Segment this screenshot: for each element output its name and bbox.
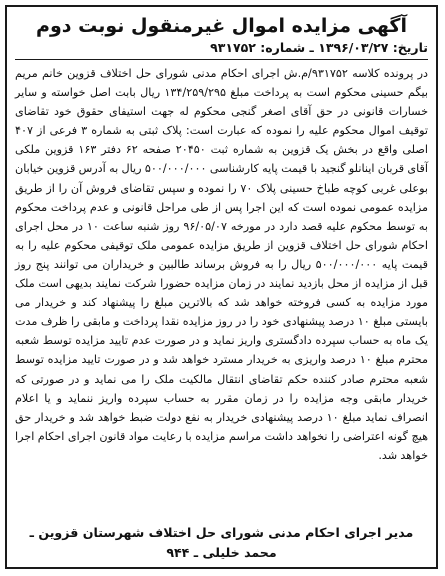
signature-name: محمد خلیلی ـ ۹۴۴ xyxy=(166,545,277,560)
notice-title: آگهی مزایده اموال غیرمنقول نوبت دوم xyxy=(36,15,407,37)
notice-date-number: تاریخ: ۱۳۹۶/۰۳/۲۷ ـ شماره: ۹۳۱۷۵۲ xyxy=(15,39,428,60)
notice-frame xyxy=(5,5,438,569)
signature-title: مدیر اجرای احکام مدنی شورای حل اختلاف شهرستان قزوین ـ xyxy=(29,525,414,540)
notice-body: در پرونده کلاسه ۹۳۱۷۵۲/م.ش اجرای احکام مدنی شورای حل اختلاف قزوین خانم مریم بیگم حسینی محکوم است به پرداخت مبلغ ۱۳۴/۲۵۹/۲۹۵ ریال بابت اصل خواسته و سایر خسارات قانونی در حق آقای اصغر گنجی محکوم له جهت استیفای حقوق خود تقاضای توقیف اموال محکوم علیه را نموده که عبارت است: پلاک ثبتی به شماره ۳ فرعی از ۴۰۷ اصلی واقع در بخش یک قزوین به شماره ثبت ۲۰۴۵۰ صفحه ۶۲ دفتر ۱۶۳ قزوین ملکی آقای قربان اینانلو گنجید با قیمت پایه کارشناسی ۵۰۰/۰۰۰/۰۰۰ ریال به آدرس قزوین خیابان بوعلی غربی کوچه طباخ حسینی پلاک ۷۰ را نموده و سپس تقاضای فروش آن را از طریق مزایده عمومی نموده است که این اجرا پس از طی مراحل قانونی و عدم پرداخت محکوم به توسط محکوم علیه قصد دارد در مورخه ۹۶/۰۵/۰۷ روز شنبه ساعت ۱۰ در محل اجرای احکام شورای حل اختلاف قزوین از طریق مزایده عمومی ملک توقیفی محکوم علیه را به قیمت پایه ۵۰۰/۰۰۰/۰۰۰ ریال را به فروش برساند طالبین و خریداران می توانند پنج روز قبل از مزایده از محل بازدید نمایند در زمان مزایده حضورا شرکت نمایند بدیهی است ملک مورد مزایده به کسی فروخته خواهد شد که بالاترین مبلغ را پیشنهاد کند و خریدار می بایستی مبلغ ۱۰ درصد پیشنهادی خود را در روز مزایده نقدا پرداخت و مابقی را ظرف مدت یک ماه به حساب سپرده دادگستری واریز نماید و در صورت عدم تایید مزایده توسط شعبه محترم مبلغ ۱۰ درصد واریزی به خریدار مسترد خواهد شد و در صورت تایید مزایده توسط شعبه محترم صادر کننده حکم تقاضای انتقال مالکیت ملک را می نماید و در صورتی که خریدار مابقی وجه مزایده را در زمان مقرر به حساب سپرده واریز ننماید و یا اعلام انصراف نماید مبلغ ۱۰ درصد پیشنهادی خریدار به نفع دولت ضبط خواهد شد و خریدار حق هیچ گونه اعتراضی را نخواهد داشت مراسم مزایده با رعایت مواد قانون اجرای احکام اجرا خواهد شد. xyxy=(15,67,429,462)
notice-signature xyxy=(15,523,428,563)
